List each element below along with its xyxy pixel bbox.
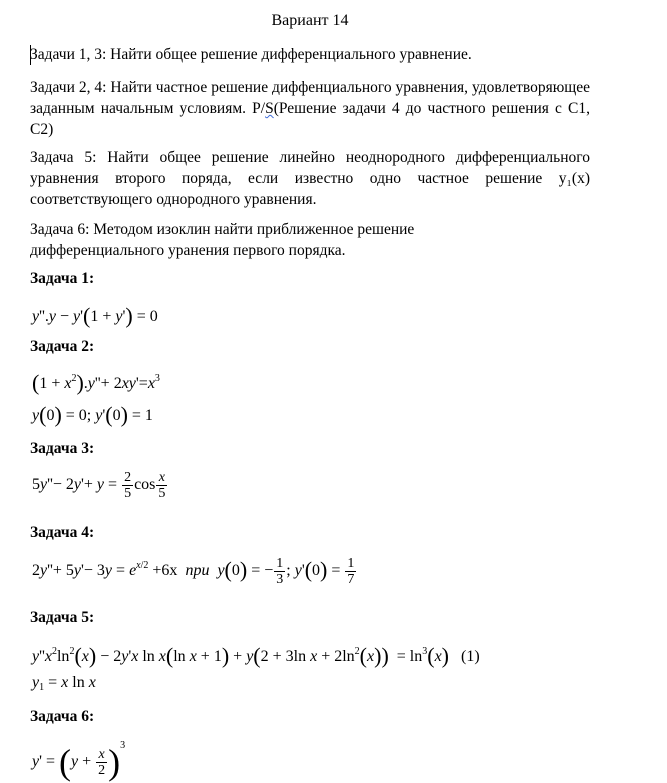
- task-1-heading: Задача 1:: [30, 270, 95, 287]
- spellcheck-word: S: [265, 100, 274, 117]
- task-description-2-4-text: Задачи 2, 4: Найти частное решение диффенциального уравнения, удовлетворяющее заданным начальным условиям. P/: [30, 79, 590, 117]
- task-4-heading: Задача 4:: [30, 524, 95, 541]
- task-6-equation: y' = (y + $\frac{x}{2}$ )$^3$: [32, 740, 126, 782]
- task-1-equation: y''.y − y'(1 + y') = 0: [32, 303, 158, 328]
- page-title: Вариант 14: [271, 12, 349, 29]
- task-5-equation: $y''x^2\ln^2(x) - 2y'x$ ln x(ln x + 1) + y(2 + 3ln $x + 2\ln^2(x)) = \ln^3(x)$ (1): [32, 643, 480, 668]
- task-5-particular-solution: $y_1 = x$ ln x: [32, 674, 96, 693]
- task-description-6: Задача 6: Методом изоклин найти приближенное решение дифференциального уранения первого порядка.: [30, 221, 415, 259]
- task-description-5: Задача 5: Найти общее решение линейно неоднородного дифференциального уравнения второго поряда, если известно одно частное решение y₁(x) соответствующего однородного уравнения.: [30, 149, 590, 208]
- task-2-heading: Задача 2:: [30, 338, 95, 355]
- task-4-equation: $2y''+ 5y'- 3y = e^{x/2} +6x$ при y(0) = − $\frac{1}{3}$ ; y'(0) = $\frac{1}{7}$: [32, 556, 355, 587]
- task-2-equation: $(1 + x^2).y''+ 2xy'=x^3$: [32, 370, 160, 395]
- task-5-heading: Задача 5:: [30, 609, 95, 626]
- task-6-heading: Задача 6:: [30, 708, 95, 725]
- task-3-heading: Задача 3:: [30, 440, 95, 457]
- task-3-equation: 5y''− 2y'+ y = $\frac{2}{5}$ cos $\frac{x}{5}$: [32, 470, 166, 501]
- task-description-2-4-note: (Решение задачи 4 до частного решения с С1, С2): [30, 100, 590, 138]
- task-description-1-3: Задачи 1, 3: Найти общее решение дифференциального уравнение.: [30, 46, 472, 63]
- task-description-2-4: [30, 77, 590, 140]
- task-2-initial-conditions: y(0) = 0; y'(0) = 1: [32, 402, 153, 427]
